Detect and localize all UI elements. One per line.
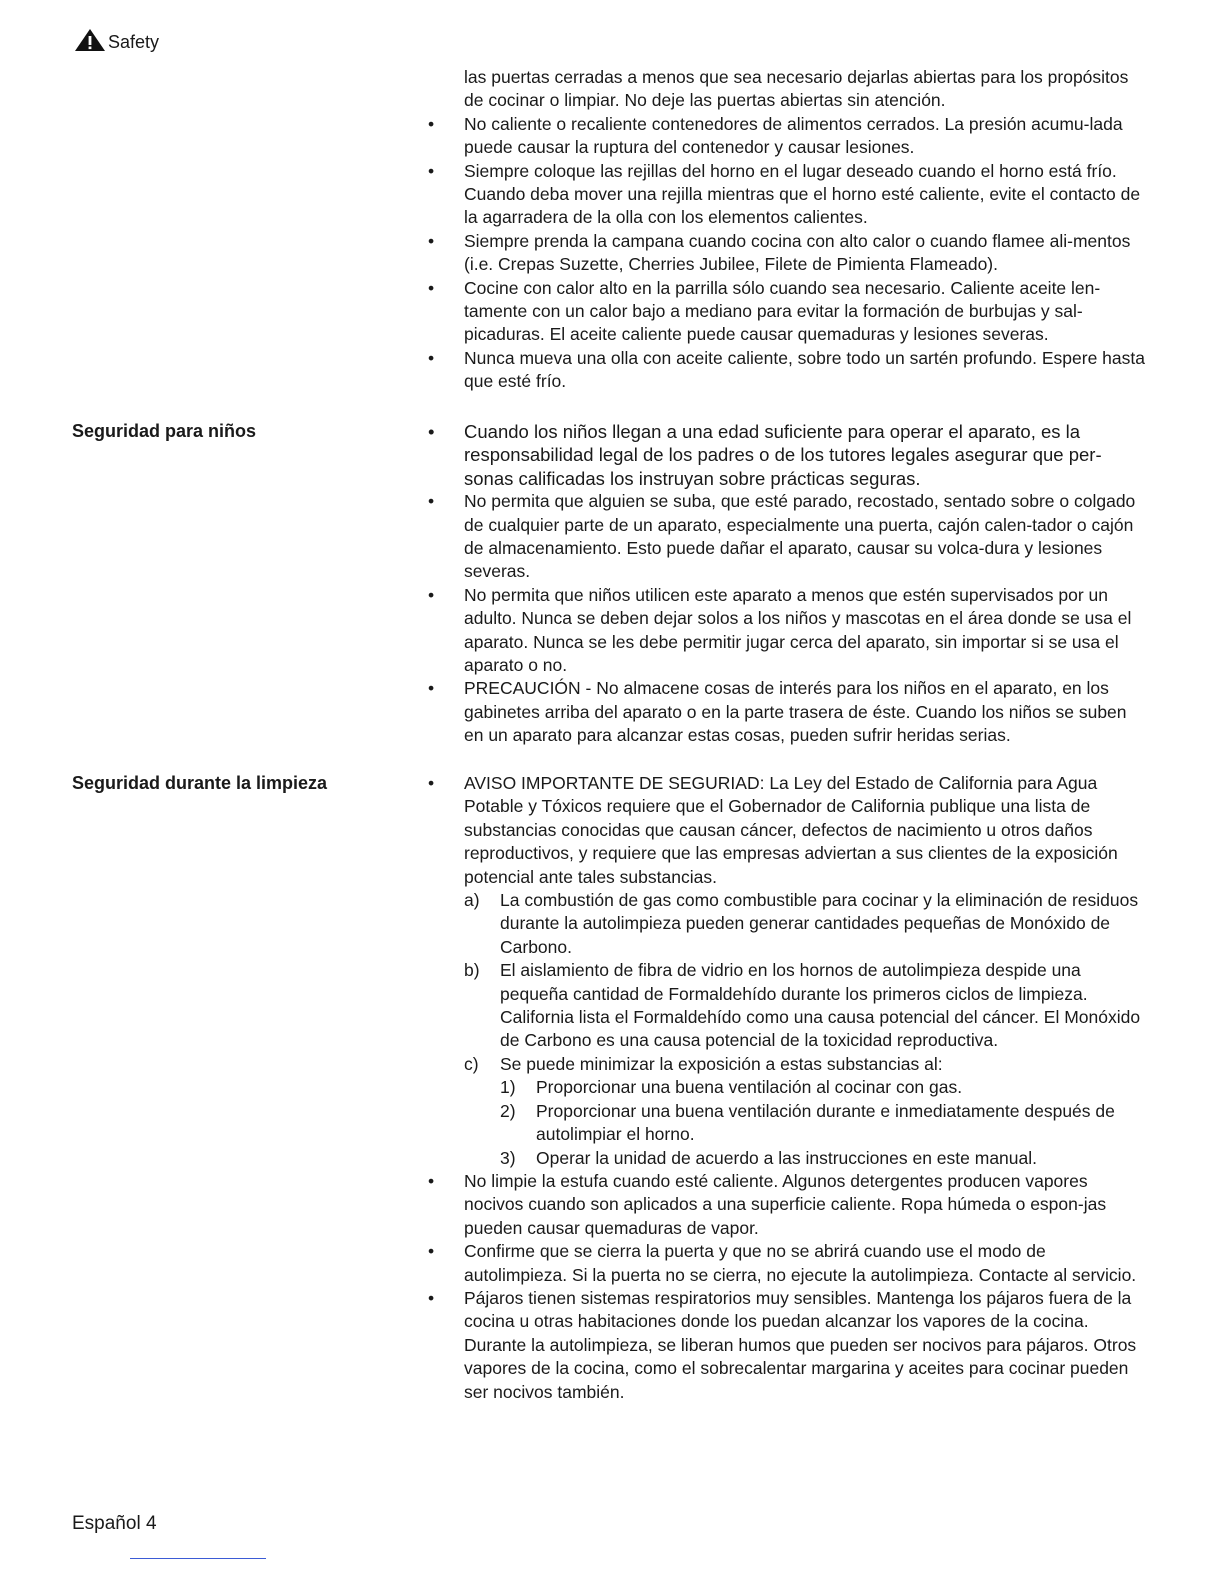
list-item: • No permita que alguien se suba, que esté parado, recostado, sentado sobre o colgado de cualquier parte de un aparato, especialmente una puerta, cajón calen-tador o cajón de almacenamiento. Esto puede dañar el aparato, causar su volca-dura y lesiones severas. <box>428 491 1136 582</box>
list-item: • Cocine con calor alto en la parrilla sólo cuando sea necesario. Caliente aceite len-tamente con un calor bajo a mediano para evitar la formación de burbujas y sal-picaduras. El aceite caliente puede causar quemaduras y lesiones severas. <box>428 277 1101 345</box>
continuation-block <box>428 66 1148 394</box>
page-number: Español 4 <box>72 1513 157 1534</box>
list-item: • No caliente o recaliente contenedores de alimentos cerrados. La presión acumu-lada puede causar la ruptura del contenedor y causar lesiones. <box>428 113 1123 158</box>
numbered-item: 3) Operar la unidad de acuerdo a las instrucciones en este manual. <box>500 1147 1037 1168</box>
numbered-item: 1) Proporcionar una buena ventilación al cocinar con gas. <box>500 1077 963 1098</box>
section-heading: Seguridad para niños <box>72 421 257 441</box>
sub-item: b) El aislamiento de fibra de vidrio en los hornos de autolimpieza despide una pequeña cantidad de Formaldehído durante los primeros ciclos de limpieza. California lista el Formaldehído como una causa potencial del cáncer. El Monóxido de Carbono es una causa potencial de la toxicidad reproductiva. <box>464 960 1141 1051</box>
list-item: • Pájaros tienen sistemas respiratorios muy sensibles. Mantenga los pájaros fuera de la cocina u otras habitaciones donde los puedan alcanzar los vapores de la cocina. Durante la autolimpieza, se liberan humos que pueden ser nocivos para pájaros. Otros vapores de la cocina, como el sobrecalentar margarina y aceites para cocinar pueden ser nocivos también. <box>428 1287 1137 1402</box>
footer-divider <box>130 1558 266 1559</box>
list-item: • Cuando los niños llegan a una edad suficiente para operar el aparato, es la responsabilidad legal de los padres o de los tutores legales asegurar que per-sonas calificadas los instruyan sobre prácticas seguras. <box>428 421 1102 489</box>
list-item: • No limpie la estufa cuando esté caliente. Algunos detergentes producen vapores nocivos cuando son aplicados a una superficie caliente. Ropa húmeda o espon-jas pueden causar quemaduras de vapor. <box>428 1170 1107 1238</box>
warning-triangle-icon <box>74 28 106 52</box>
list-item: • PRECAUCIÓN - No almacene cosas de interés para los niños en el aparato, en los gabinetes arriba del aparato o en la parte trasera de éste. Cuando los niños se suben en un aparato para alcanzar estas cosas, pueden sufrir heridas serias. <box>428 678 1127 746</box>
list-item: • Nunca mueva una olla con aceite caliente, sobre todo un sartén profundo. Espere hasta que esté frío. <box>428 347 1145 392</box>
section-heading: Seguridad durante la limpieza <box>72 773 328 793</box>
continuation-intro: las puertas cerradas a menos que sea necesario dejarlas abiertas para los propósitos de cocinar o limpiar. No deje las puertas abiertas sin atención. <box>464 67 1129 111</box>
list-item: • AVISO IMPORTANTE DE SEGURIAD: La Ley del Estado de California para Agua Potable y Tóxicos requiere que el Gobernador de California publique una lista de substancias conocidas que causan cáncer, defectos de nacimiento u otros daños reproductivos, y requiere que las empresas adviertan a sus clientes de la exposición potencial ante tales substancias. a) La combustión de gas como combustible para cocinar y la eliminación de residuos durante la autolimpieza pueden generar cantidades pequeñas de Monóxido de Carbono. b) El aislamiento de fibra de vidrio en los hornos de autolimpieza despide una pequeña cantidad de Formaldehído durante los primeros ciclos de limpieza. California lista el Formaldehído como una causa potencial del cáncer. El Monóxido de Carbono es una causa potencial de la toxicidad reproductiva. c) Se puede minimizar la exposición a estas substancias al: 1) Proporcionar una buena ventilación al cocinar con gas. 2) Proporcionar una buena ventilación durante e inmediatamente después de autolimpiar el horno. 3) Operar la unidad de acuerdo a las instrucciones en este manual. <box>428 772 1148 1170</box>
numbered-item: 2) Proporcionar una buena ventilación durante e inmediatamente después de autolimpiar el horno. <box>500 1100 1115 1145</box>
section-body <box>428 420 1148 748</box>
list-item: • Confirme que se cierra la puerta y que no se abrirá cuando use el modo de autolimpieza. Si la puerta no se cierra, no ejecute la autolimpieza. Contacte al servicio. <box>428 1241 1137 1285</box>
sub-item: c) Se puede minimizar la exposición a estas substancias al: 1) Proporcionar una buena ventilación al cocinar con gas. 2) Proporcionar una buena ventilación durante e inmediatamente después de autolimpiar el horno. 3) Operar la unidad de acuerdo a las instrucciones en este manual. <box>464 1053 1148 1170</box>
section-body <box>428 772 1148 1404</box>
sub-item: a) La combustión de gas como combustible para cocinar y la eliminación de residuos durante la autolimpieza pueden generar cantidades pequeñas de Monóxido de Carbono. <box>464 890 1139 957</box>
list-item: • Siempre prenda la campana cuando cocina con alto calor o cuando flamee ali-mentos (i.e. Crepas Suzette, Cherries Jubilee, Filete de Pimienta Flameado). <box>428 230 1131 275</box>
header-title: Safety <box>108 32 160 52</box>
list-item: • No permita que niños utilicen este aparato a menos que estén supervisados por un adulto. Nunca se deben dejar solos a los niños y mascotas en el área donde se usa el aparato. Nunca se les debe permitir jugar cerca del aparato, sin importar si se usa el aparato o no. <box>428 584 1132 676</box>
page-header <box>74 28 159 52</box>
list-item: • Siempre coloque las rejillas del horno en el lugar deseado cuando el horno está frío. Cuando deba mover una rejilla mientras que el horno esté caliente, evite el contacto de la agarradera de la olla con los elementos calientes. <box>428 160 1141 228</box>
